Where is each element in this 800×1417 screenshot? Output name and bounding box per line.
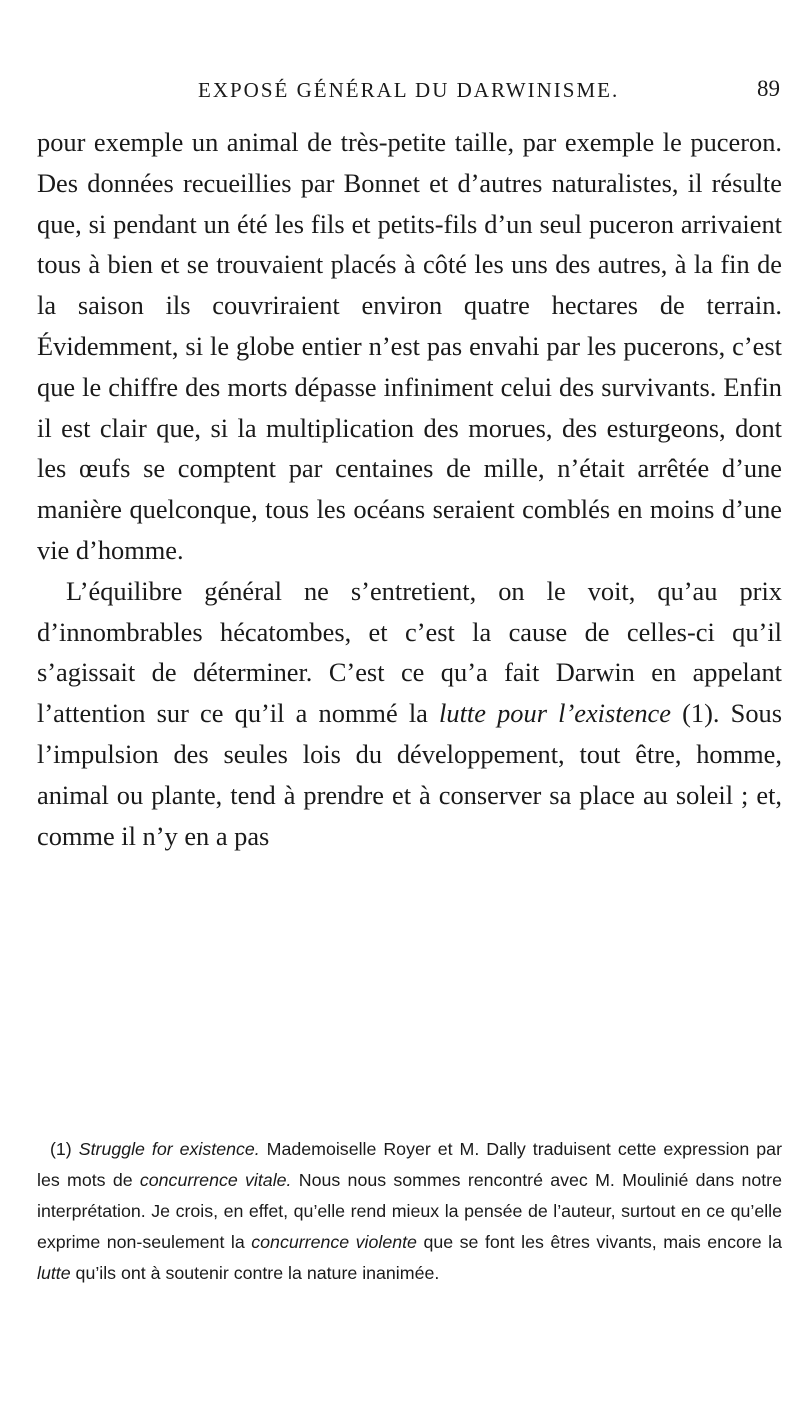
footnote-italic-4: lutte xyxy=(37,1263,71,1283)
footnote-italic-2: concurrence vitale. xyxy=(139,1170,292,1190)
footnote-italic-1: Struggle for existence. xyxy=(78,1139,260,1159)
footnote-marker: (1) xyxy=(50,1139,72,1159)
paragraph-2-text-before: L’équilibre général ne s’entretient, on le voit, qu’au prix d’innombrables hécatombes, et c’est la cause de celles-ci qu’il s’agissait de déterminer. C’est ce qu’a fait Darwin en appelant l’attention sur ce qu’il a nommé la xyxy=(37,575,782,729)
paragraph-2-text-after: (1). Sous l’impulsion des seules lois du développement, tout être, homme, animal ou plante, tend à prendre et à conserver sa place au soleil ; et, comme il n’y en a pas xyxy=(37,698,782,851)
running-head: EXPOSÉ GÉNÉRAL DU DARWINISME. xyxy=(198,78,620,102)
main-text xyxy=(37,122,782,856)
footnote-italic-3: concurrence violente xyxy=(251,1232,417,1252)
footnote-text-4: qu’ils ont à soutenir contre la nature inanimée. xyxy=(70,1263,440,1283)
paragraph-1: pour exemple un animal de très-petite taille, par exemple le puceron. Des données recueillies par Bonnet et d’autres naturalistes, il résulte que, si pendant un été les fils et petits-fils d’un seul puceron arrivaient tous à bien et se trouvaient placés à côté les uns des autres, à la fin de la saison ils couvriraient environ quatre hectares de terrain. Évidemment, si le globe entier n’est pas envahi par les pucerons, c’est que le chiffre des morts dépasse infiniment celui des survivants. Enfin il est clair que, si la multiplication des morues, des esturgeons, dont les œufs se comptent par centaines de mille, n’était arrêtée d’une manière quelconque, tous les océans seraient comblés en moins d’une vie d’homme. xyxy=(37,127,782,565)
footnote-text-2: Nous nous sommes rencontré avec M. Moulinié dans notre interprétation. Je crois, en effet, qu’elle rend mieux la pensée de l’auteur, surtout en ce qu’elle exprime non-seulement la xyxy=(37,1170,782,1252)
paragraph-2 xyxy=(37,571,782,857)
paragraph-2-italic-term: lutte pour l’existence xyxy=(439,698,671,729)
footnote xyxy=(37,1134,782,1289)
footnote-text-3: que se font les êtres vivants, mais encore la xyxy=(416,1232,783,1252)
footnote-paragraph xyxy=(37,1134,782,1289)
footnote-text-1: Mademoiselle Royer et M. Dally traduisent cette expression par les mots de xyxy=(37,1139,782,1190)
page-number: 89 xyxy=(757,76,780,101)
